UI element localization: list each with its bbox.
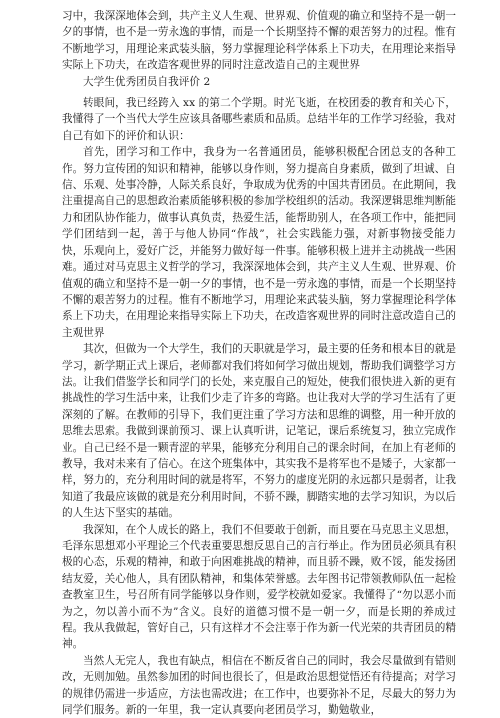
paragraph-intro: 转眼间，我已经跨入 xx 的第二个学期。时光飞逝，在校团委的教育和关心下，我懂得了一个当代大学生应该具备哪些素质和品质。总结半年的工作学习经验，我对自己有如下的评价和认识：: [62, 97, 456, 142]
paragraph-third: 我深知，在个人成长的路上，我们不但要敢于创新，而且要在马克思主义思想，毛泽东思想邓小平理论三个代表重要思想反思自己的言行举止。作为团员必须具有积极的心态，乐观的精神，和敢于向困难挑战的精神，而且骄不躁，败不馁，能发扬团结友爱，关心他人，具有团队精神，和集体荣誉感。去年图书记带领教师队伍一起检查教室卫生，号召所有同学能够以身作则，爱学校就如爱家。我懂得了“勿以恶小而为之，勿以善小而不为”含义。良好的道德习惯不是一朝一夕，而是长期的养成过程。我从我做起，管好自己，只有这样才不会注辜于作为新一代光荣的共青团员的精神。: [62, 523, 456, 651]
section-heading: 大学生优秀团员自我评价 2: [83, 75, 211, 88]
paragraph-second: 其次，但做为一个大学生，我们的天职就是学习，最主要的任务和根本目的就是学习，新学期正式上课后，老师都对我们将如何学习做出规划，帮助我们调整学习方法。让我们借鉴学长和同学门的长处，来克服自己的短处，使我们很快进入新的更有挑战性的学习生活中来，让我们少走了许多的弯路。也让我对大学的学习生活有了更深刻的了解。在教师的引导下，我们更注重了学习方法和思维的调整，用一种开放的思维去思索。我做到课前预习、课上认真听讲，记笔记，课后系统复习，独立完成作业。自己已经不是一颗青涩的苹果，能够充分利用自己的课余时间，在加上有老师的教导，我对未来有了信心。在这个班集体中，其实我不是将军也不是矮子，大家都一样，努力的，充分利用时间的就是将军，不努力的虚度光阴的永远都只是弱者，让我知道了我最应该做的就是充分利用时间，不骄不躁，脚踏实地的去学习知识，为以后的人生达下坚实的基础。: [62, 343, 456, 520]
paragraph-first: 首先，团学习和工作中，我身为一名普通团员，能够积极配合团总支的各种工作。努力宣传团的知识和精神，能够以身作则，努力提高自身素质，做到了坦诚、自信、乐观、处事冷静，人际关系良好，争取成为优秀的中国共青团员。在此期间，我注重提高自己的思想政治素质能够积极的参加学校组织的活动。我深逻辑思维判断能力和团队协作能力，做事认真负责，热爱生活，能帮助别人，在各项工作中，能把同学们团结到一起，善于与他人协同“作战”，社会实践能力强，对新事物接受能力快，乐观向上，爱好广泛，并能努力做好每一件事。能够积极上进并主动挑战一些困难。通过对马克思主义哲学的学习，我深深地体会到，共产主义人生观、世界观、价值观的确立和坚持不是一朝一夕的事情，也不是一劳永逸的事情，而是一个长期坚持不懈的艰苦努力的过程。惟有不断地学习，用理论来武装头脑，努力掌握理论科学体系上下功夫，在用理论来指导实际上下功夫，在改造客观世界的同时注意改造自己的主观世界: [62, 146, 456, 339]
paragraph-fourth: 当然人无完人，我也有缺点，相信在不断反省自己的同时，我会尽量做到有错则改，无则加勉。虽然参加团的时间也很长了，但是政治思想觉悟还有待提高；对学习的规律仍需进一步适应，方法也需改进；在工作中，也要弥补不足，尽最大的努力为同学们服务。新的一年里，我一定认真要向老团员学习，勤勉敬业，: [62, 654, 456, 717]
paragraph-continuation: 习中，我深深地体会到，共产主义人生观、世界观、价值观的确立和坚持不是一朝一夕的事情，也不是一劳永逸的事情，而是一个长期坚持不懈的艰苦努力的过程。惟有不断地学习，用理论来武装头脑，努力掌握理论科学体系上下功夫，在用理论来指导实际上下功夫，在改造客观世界的同时注意改造自己的主观世界: [62, 10, 456, 72]
